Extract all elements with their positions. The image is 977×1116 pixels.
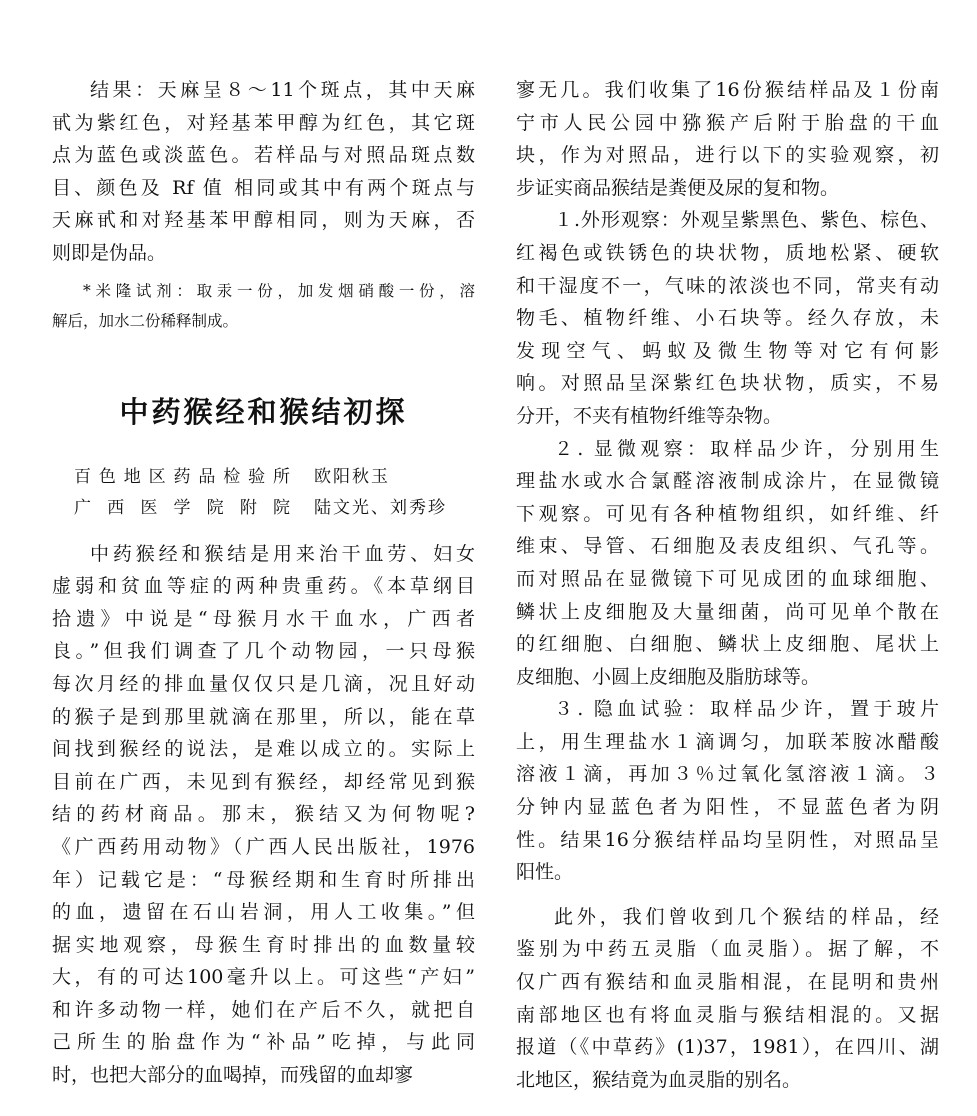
section-occult-blood (516, 693, 939, 889)
intro-paragraph (52, 538, 475, 1092)
text-line: 和干湿度不一，气味的浓淡也不同，常夹有动 (516, 274, 939, 297)
text-line: 天麻甙和对羟基苯甲醇相同，则为天麻，否 (52, 209, 475, 232)
footnote-line: *米隆试剂：取汞一份，加发烟硝酸一份，溶 (83, 281, 475, 300)
text-line: 的血，遗留在石山岩洞，用人工收集。”但 (52, 901, 475, 924)
section-appearance (516, 204, 939, 432)
right-column (516, 74, 939, 1096)
text-line: 据实地观察，母猴生育时排出的血数量较 (52, 933, 475, 956)
text-line: 红褐色或铁锈色的块状物，质地松紧、硬软 (516, 241, 939, 264)
paragraph-gap (516, 889, 939, 901)
text-line: 北地区，猴结竟为血灵脂的别名。 (516, 1068, 802, 1091)
text-line: 每次月经的排血量仅仅只是几滴，况且好动 (52, 672, 475, 695)
text-line: 时，也把大部分的血喝掉，而残留的血却寥 (52, 1064, 414, 1087)
author-line-2 (52, 493, 475, 524)
text-line: 大，有的可达100毫升以上。可这些“产妇” (52, 966, 475, 989)
author-line-1 (52, 462, 475, 493)
author-names: 陆文光、刘秀珍 (314, 497, 447, 518)
text-line: 己所生的胎盘作为“补品”吃掉，与此同 (52, 1031, 475, 1054)
text-line: 南部地区也有将血灵脂与猴结相混的。又据 (516, 1003, 939, 1026)
text-line: 结果：天麻呈８～11个斑点，其中天麻 (90, 79, 475, 101)
section-microscopy (516, 433, 939, 694)
continuation-paragraph (516, 74, 939, 204)
text-line: 仅广西有猴结和血灵脂相混，在昆明和贵州 (516, 971, 939, 994)
text-line: 年）记载它是：“母猴经期和生育时所排出 (52, 868, 475, 891)
text-line: 维束、导管、石细胞及表皮组织、气孔等。 (516, 535, 939, 558)
text-line: 发现空气、蚂蚁及微生物等对它有何影 (516, 339, 939, 362)
footnote-line: 解后，加水二份稀释制成。 (52, 311, 239, 330)
text-line: 报道（《中草药》(1)37，1981），在四川、湖 (516, 1036, 939, 1059)
result-paragraph (52, 74, 475, 270)
text-line: 间找到猴经的说法，是难以成立的。实际上 (52, 738, 475, 761)
text-line: 虚弱和贫血等症的两种贵重药。《本草纲目 (52, 575, 475, 598)
author-block (52, 462, 475, 524)
text-line: 下观察。可见有各种植物组织，如纤维、纤 (516, 502, 939, 525)
text-line: 拾遗》中说是“母猴月水干血水，广西者 (52, 607, 475, 630)
text-line: 响。对照品呈深紫红色块状物，质实，不易 (516, 372, 939, 395)
text-line: 分钟内显蓝色者为阳性，不显蓝色者为阴 (516, 796, 939, 819)
text-line: 的红细胞、白细胞、鳞状上皮细胞、尾状上 (516, 633, 939, 656)
closing-paragraph (516, 901, 939, 1097)
text-line: 结的药材商品。那末，猴结又为何物呢? (52, 803, 475, 826)
text-line: 而对照品在显微镜下可见成团的血球细胞、 (516, 567, 939, 590)
text-line: 块，作为对照品，进行以下的实验观察，初 (516, 144, 939, 167)
text-line: 性。结果16分猴结样品均呈阴性，对照品呈 (516, 828, 939, 851)
text-line: ３. 隐血试验：取样品少许，置于玻片 (554, 698, 939, 721)
text-line: 鉴别为中药五灵脂（血灵脂）。据了解，不 (516, 938, 939, 961)
author-names: 欧阳秋玉 (314, 466, 390, 487)
author-org: 广西医学院附院 (74, 497, 292, 518)
text-line: 阳性。 (516, 861, 574, 884)
text-line: 点为蓝色或淡蓝色。若样品与对照品斑点数 (52, 144, 475, 167)
text-line: ２. 显微观察：取样品少许，分别用生 (554, 437, 939, 460)
text-line: 《广西药用动物》（广西人民出版社，1976 (52, 835, 475, 858)
text-line: 理盐水或水合氯醛溶液制成涂片，在显微镜 (516, 470, 939, 493)
text-line: 溶液１滴，再加３％过氧化氢溶液１滴。３ (516, 763, 939, 786)
text-line: 物毛、植物纤维、小石块等。经久存放，未 (516, 307, 939, 330)
left-column (52, 74, 475, 1092)
text-line: 上，用生理盐水１滴调匀，加联苯胺冰醋酸 (516, 730, 939, 753)
text-line: 宁市人民公园中猕猴产后附于胎盘的干血 (516, 111, 939, 134)
text-line: 皮细胞、小圆上皮细胞及脂肪球等。 (516, 665, 821, 688)
author-org: 百色地区药品检验所 (74, 466, 292, 487)
text-line: 分开，不夹有植物纤维等杂物。 (516, 404, 783, 427)
text-line: 寥无几。我们收集了16份猴结样品及１份南 (516, 79, 939, 101)
text-line: 和许多动物一样，她们在产后不久，就把自 (52, 998, 475, 1021)
footnote (52, 276, 475, 336)
text-line: 中药猴经和猴结是用来治干血劳、妇女 (90, 542, 475, 565)
text-line: 则即是伪品。 (52, 241, 167, 264)
text-line: 的猴子是到那里就滴在那里，所以，能在草 (52, 705, 475, 728)
text-line: 目前在广西，未见到有猴经，却经常见到猴 (52, 770, 475, 793)
text-line: 甙为紫红色，对羟基苯甲醇为红色，其它斑 (52, 111, 475, 134)
text-line: 鳞状上皮细胞及大量细菌，尚可见单个散在 (516, 600, 939, 623)
text-line: 此外，我们曾收到几个猴结的样品，经 (554, 905, 939, 928)
article-title: 中药猴经和猴结初探 (119, 394, 408, 429)
text-line: 良。”但我们调查了几个动物园，一只母猴 (52, 640, 475, 663)
text-line: 步证实商品猴结是粪便及尿的复和物。 (516, 176, 840, 199)
text-line: １.外形观察：外观呈紫黑色、紫色、棕色、 (554, 209, 939, 232)
text-line: 目、颜色及 Rf 值 相同或其中有两个斑点与 (52, 176, 475, 199)
